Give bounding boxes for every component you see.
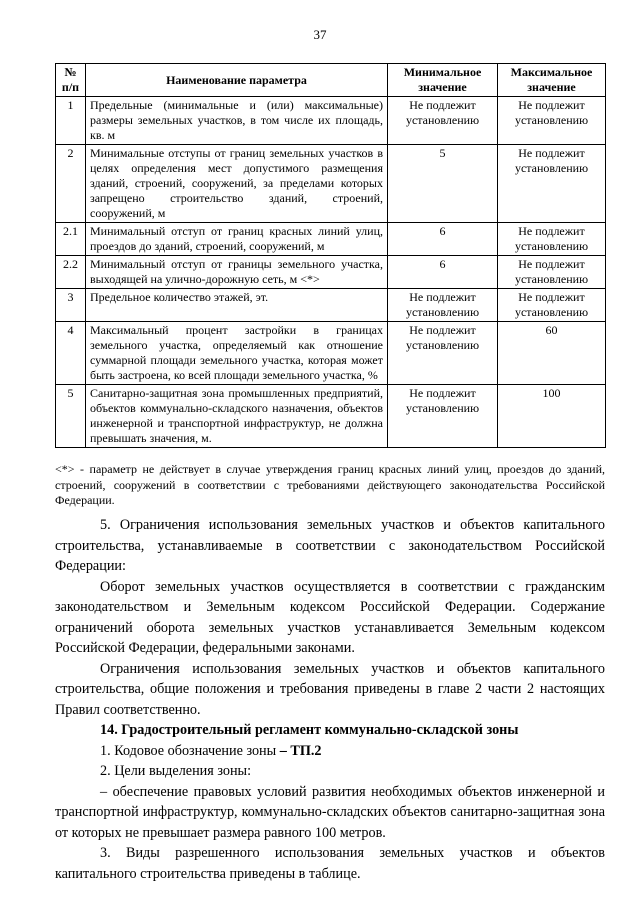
paragraph: Ограничения использования земельных участков и объектов капитального строительства, общие положения и требования приведены в главе 2 части 2 настоящих Правил соответственно. bbox=[55, 660, 605, 718]
table-row bbox=[56, 385, 606, 448]
row-num: 3 bbox=[56, 289, 86, 322]
table-row bbox=[56, 145, 606, 223]
table-row bbox=[56, 97, 606, 145]
row-name: Минимальный отступ от границы земельного участка, выходящей на улично-дорожную сеть, м <*> bbox=[86, 256, 388, 289]
header-num: № п/п bbox=[56, 64, 86, 97]
table-row bbox=[56, 223, 606, 256]
paragraph: Оборот земельных участков осуществляется в соответствии с гражданским законодательством и Земельным кодексом Российской Федерации. Содержание ограничений оборота земельных участков устанавливается Земельным кодексом Российской Федерации, федеральными законами. bbox=[55, 578, 605, 656]
row-name: Санитарно-защитная зона промышленных предприятий, объектов коммунально-складского назначения, объектов инженерной и транспортной инфраструктур, не должна превышать значения, м. bbox=[86, 385, 388, 448]
section-heading: 14. Градостроительный регламент коммунально-складской зоны bbox=[100, 722, 519, 738]
zone-code: – ТП.2 bbox=[279, 742, 322, 759]
zone-code-paragraph bbox=[55, 741, 605, 762]
row-max: Не подлежит установлению bbox=[498, 289, 606, 322]
row-name: Предельные (минимальные и (или) максимальные) размеры земельных участков, в том числе их площадь, кв. м bbox=[86, 97, 388, 145]
row-min: 6 bbox=[388, 223, 498, 256]
table-header-row bbox=[56, 64, 606, 97]
row-min: Не подлежит установлению bbox=[388, 385, 498, 448]
row-num: 2 bbox=[56, 145, 86, 223]
row-max: Не подлежит установлению bbox=[498, 256, 606, 289]
parameters-table bbox=[55, 63, 606, 448]
paragraph: 2. Цели выделения зоны: bbox=[100, 763, 252, 779]
row-min: Не подлежит установлению bbox=[388, 322, 498, 385]
body-text bbox=[55, 515, 605, 884]
row-min: 6 bbox=[388, 256, 498, 289]
row-max: Не подлежит установлению bbox=[498, 97, 606, 145]
paragraph: – обеспечение правовых условий развития необходимых объектов инженерной и транспортной инфраструктур, коммунально-складских объектов санитарно-защитная зона от которых не превышает размера равного 100 метров. bbox=[55, 783, 605, 841]
row-num: 5 bbox=[56, 385, 86, 448]
row-min: Не подлежит установлению bbox=[388, 97, 498, 145]
row-name: Минимальные отступы от границ земельных участков в целях определения мест допустимого размещения зданий, строений, сооружений, за пределами которых запрещено строительство зданий, строений, сооружений, м bbox=[86, 145, 388, 223]
header-max: Максимальное значение bbox=[498, 64, 606, 97]
header-min: Минимальное значение bbox=[388, 64, 498, 97]
row-num: 2.2 bbox=[56, 256, 86, 289]
row-min: Не подлежит установлению bbox=[388, 289, 498, 322]
row-max: Не подлежит установлению bbox=[498, 223, 606, 256]
header-name: Наименование параметра bbox=[86, 64, 388, 97]
row-num: 1 bbox=[56, 97, 86, 145]
page-number: 37 bbox=[313, 27, 327, 42]
row-name: Предельное количество этажей, эт. bbox=[86, 289, 388, 322]
row-name: Максимальный процент застройки в границах земельного участка, определяемый как отношение суммарной площади земельного участка, которая может быть застроена, ко всей площади земельного участка, % bbox=[86, 322, 388, 385]
row-num: 2.1 bbox=[56, 223, 86, 256]
table-row bbox=[56, 322, 606, 385]
table-row bbox=[56, 256, 606, 289]
row-max: Не подлежит установлению bbox=[498, 145, 606, 223]
table-footnote: <*> - параметр не действует в случае утверждения границ красных линий улиц, проездов до зданий, строений, сооружений в соответствии с требованиями действующего законодательства Российской Федерации. bbox=[55, 462, 605, 507]
row-name: Минимальный отступ от границ красных линий улиц, проездов до зданий, строений, сооружений, м bbox=[86, 223, 388, 256]
zone-code-label: 1. Кодовое обозначение зоны bbox=[100, 742, 280, 759]
row-max: 100 bbox=[498, 385, 606, 448]
paragraph: 3. Виды разрешенного использования земельных участков и объектов капитального строительства приведены в таблице. bbox=[55, 845, 605, 882]
row-num: 4 bbox=[56, 322, 86, 385]
row-min: 5 bbox=[388, 145, 498, 223]
row-max: 60 bbox=[498, 322, 606, 385]
table-row bbox=[56, 289, 606, 322]
paragraph: 5. Ограничения использования земельных участков и объектов капитального строительства, устанавливаемые в соответствии с законодательством Российской Федерации: bbox=[55, 517, 605, 574]
